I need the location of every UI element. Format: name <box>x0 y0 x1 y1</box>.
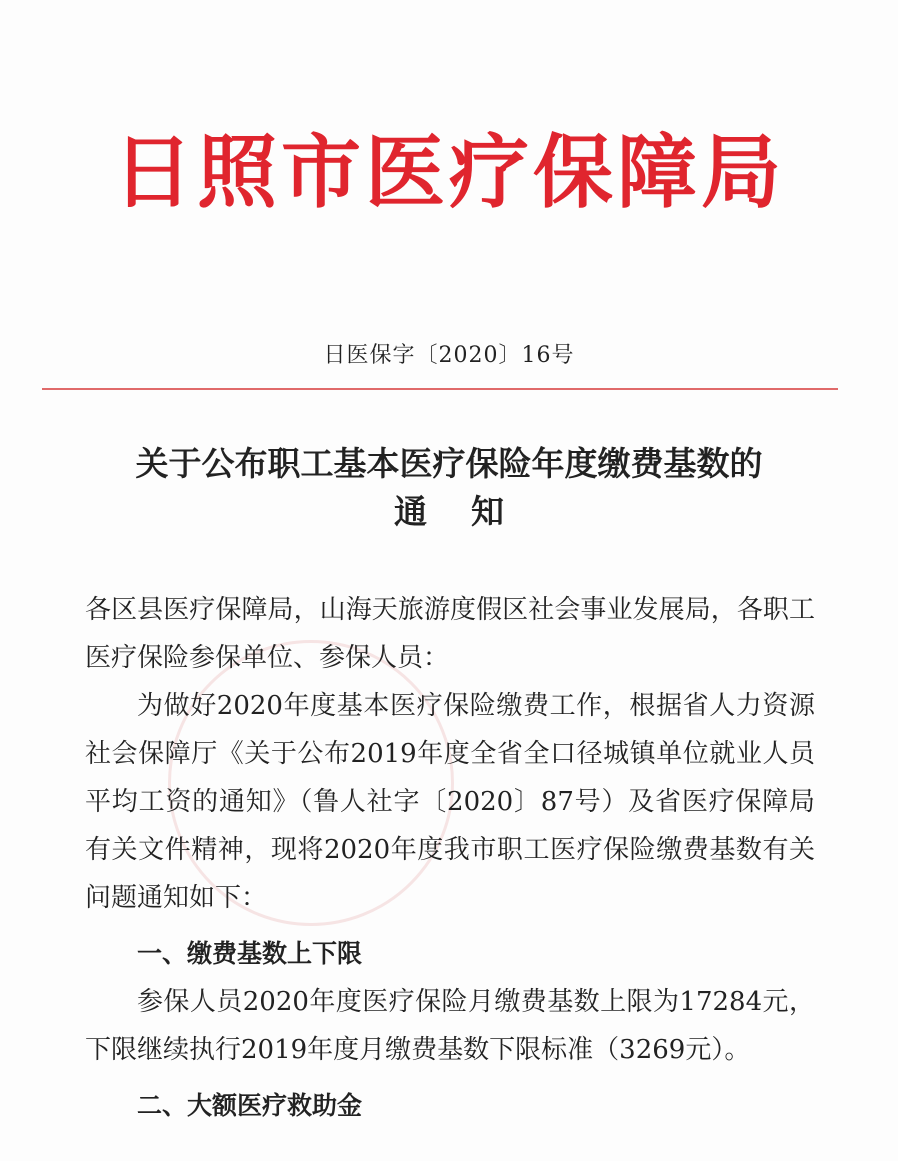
document-number: 日医保字〔2020〕16号 <box>323 343 575 368</box>
salutation: 各区县医疗保障局，山海天旅游度假区社会事业发展局，各职工医疗保险参保单位、参保人员： <box>85 595 815 673</box>
notice-body <box>85 586 815 1130</box>
section-1-paragraph: 参保人员2020年度医疗保险月缴费基数上限为17284元，下限继续执行2019年度月缴费基数下限标准（3269元）。 <box>85 987 815 1065</box>
notice-title-line-1: 关于公布职工基本医疗保险年度缴费基数的 <box>135 444 763 483</box>
notice-title-line-2: 通知 <box>394 492 548 531</box>
header-red-rule <box>42 388 838 390</box>
intro-paragraph: 为做好2020年度基本医疗保险缴费工作，根据省人力资源社会保障厅《关于公布2019年度全省全口径城镇单位就业人员平均工资的通知》（鲁人社字〔2020〕87号）及省医疗保障局有关文件精神，现将2020年度我市职工医疗保险缴费基数有关问题通知如下： <box>85 691 815 913</box>
agency-header: 日照市医疗保障局 <box>113 126 785 219</box>
section-1-heading: 一、缴费基数上下限 <box>137 939 363 968</box>
section-2-heading: 二、大额医疗救助金 <box>137 1091 363 1120</box>
